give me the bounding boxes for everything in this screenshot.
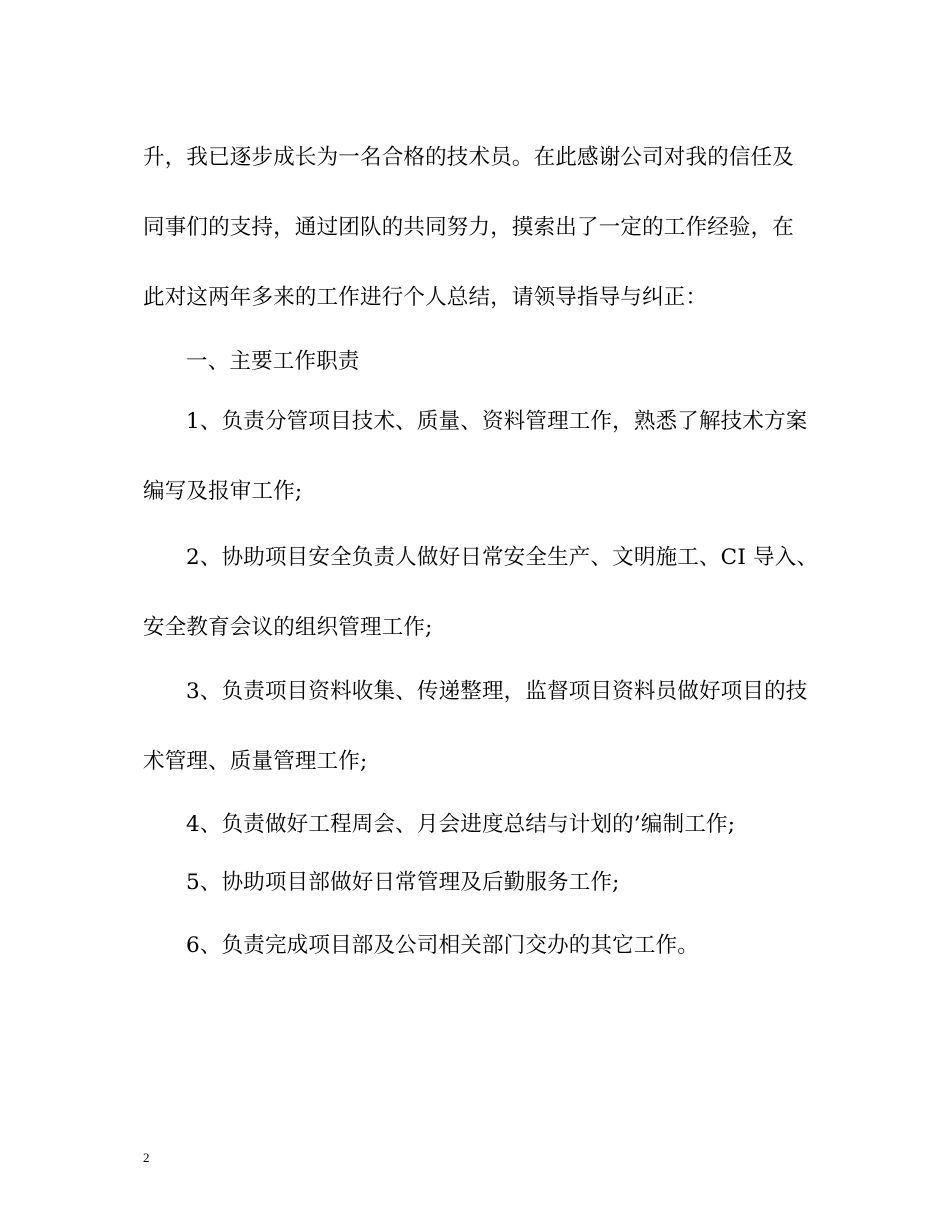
- list-item-line: 3、负责项目资料收集、传递整理，监督项目资料员做好项目的技: [186, 679, 808, 704]
- list-item-line: 安全教育会议的组织管理工作;: [143, 615, 433, 640]
- list-item-line: 编写及报审工作;: [143, 479, 303, 504]
- list-item-line: 6、负责完成项目部及公司相关部门交办的其它工作。: [186, 933, 699, 958]
- paragraph-line: 同事们的支持，通过团队的共同努力，摸索出了一定的工作经验，在: [143, 215, 795, 240]
- section-heading: 一、主要工作职责: [186, 349, 360, 374]
- list-item-line: 术管理、质量管理工作;: [143, 749, 368, 774]
- paragraph-line: 此对这两年多来的工作进行个人总结，请领导指导与纠正：: [143, 285, 708, 310]
- list-item-line: 5、协助项目部做好日常管理及后勤服务工作;: [186, 870, 620, 895]
- page-number: 2: [143, 1150, 150, 1165]
- list-item-line: 1、负责分管项目技术、质量、资料管理工作，熟悉了解技术方案: [186, 409, 808, 434]
- list-item-line: 2、协助项目安全负责人做好日常安全生产、文明施工、CI 导入、: [186, 545, 819, 570]
- list-item-line: 4、负责做好工程周会、月会进度总结与计划的’编制工作;: [186, 812, 736, 837]
- paragraph-line: 升，我已逐步成长为一名合格的技术员。在此感谢公司对我的信任及: [143, 145, 795, 170]
